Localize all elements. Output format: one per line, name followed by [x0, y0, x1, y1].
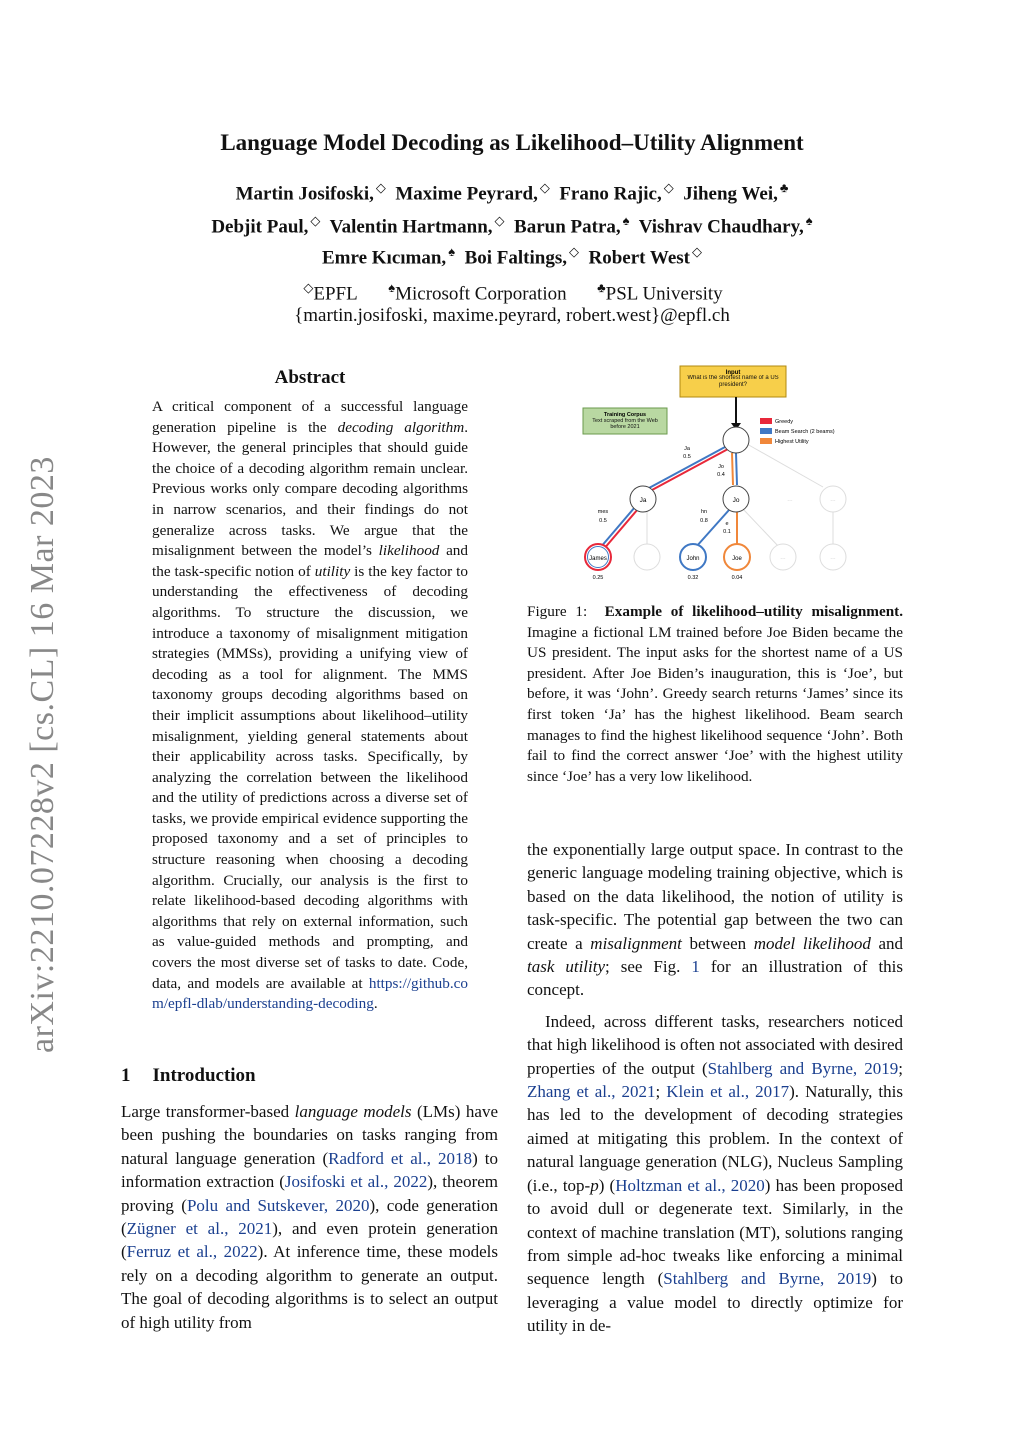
affiliation-mark: ♠ [622, 213, 630, 228]
intro-text: ). At inference time, these models rely on a decoding algorithm to generate an output. The goal of decoding algorithms is to select an output of high utility from [121, 1242, 499, 1332]
abstract-emphasis: utility [314, 562, 351, 580]
author-name: Jiheng Wei, [683, 183, 778, 205]
abstract-text: . However, the general principles that should guide the choice of a decoding algorithm remain unclear. Previous works only compare decoding algorithms in narrow scenarios, and their findings do not generalize across tasks. We argue that the misalignment between the model’s [152, 418, 469, 560]
edge-label-e-token: e [725, 521, 729, 527]
affiliation-microsoft: Microsoft Corporation [395, 283, 567, 305]
introduction-body [121, 1100, 498, 1334]
input-text: What is the shortest name of a US president? [687, 375, 779, 388]
edge-root-jo-utility [732, 453, 733, 485]
legend-swatch-utility [760, 438, 772, 444]
affiliation-mark: ♣ [779, 180, 789, 195]
citation-link[interactable]: Stahlberg and Byrne, 2019 [707, 1058, 899, 1078]
right-column-body [527, 838, 903, 1338]
author-name: Barun Patra, [514, 216, 621, 238]
section-number: 1 [121, 1065, 131, 1086]
affiliation-mark: ◇ [494, 213, 505, 228]
node-joe-label: Joe [732, 556, 742, 562]
affiliation-epfl: EPFL [313, 283, 358, 305]
author-name: Vishrav Chaudhary, [638, 216, 804, 238]
section-title: Introduction [152, 1065, 256, 1086]
body-text: Indeed, across different tasks, researchers noticed that high likelihood is often not associated with desired properties of the output ( [527, 1011, 903, 1078]
edge-ja-james-greedy [603, 509, 638, 550]
section-heading-introduction [121, 1065, 256, 1087]
legend-swatch-greedy [760, 418, 772, 424]
edge-label-hn-prob: 0.8 [700, 518, 708, 524]
input-label: Input [725, 370, 741, 376]
edge-label-hn-token: hn [700, 509, 708, 515]
paper-title: Language Model Decoding as Likelihood–Utility Alignment [220, 130, 804, 155]
affiliation-psl: PSL University [605, 283, 723, 305]
edge-root-ghost [747, 444, 823, 487]
edge-label-e-prob: 0.1 [723, 529, 731, 535]
affiliation-mark: ♣ [597, 280, 606, 295]
node-ghost-2 [634, 544, 660, 570]
affiliation-mark: ◇ [692, 244, 702, 259]
abstract-text: and the task-specific notion of [152, 542, 468, 580]
node-ghost-4-label: ... [830, 554, 836, 561]
caption-text: Imagine a fictional LM trained before Joe Biden became the US president. The input asks for the shortest name of a US president. After Joe Biden’s inauguration, this is ‘Joe’, but before, it was ‘John’. Greedy search returns ‘James’ since its first token ‘Ja’ has the highest likelihood. Beam search manages to find the highest likelihood sequence ‘John’. Both fail to find the correct answer ‘Joe’ with the highest utility since ‘Joe’ has a very low likelihood. [527, 623, 903, 785]
node-ghost-3-label: ... [780, 554, 786, 561]
body-text: the exponentially large output space. In contrast to the generic language modeling training objective, which is based on the data likelihood, the notion of utility is task-specific. The potential gap between the two can create a [527, 840, 903, 953]
author-name: Martin Josifoski, [235, 183, 374, 205]
node-jo-label: Jo [732, 497, 740, 504]
intro-emphasis: language models [294, 1102, 412, 1121]
body-text: ). Naturally, this has led to the development of decoding strategies aimed at mitigating this problem. In the context of natural language generation (NLG), Nucleus Sampling (i.e., top- [527, 1082, 903, 1195]
abstract-body [152, 397, 468, 1015]
emails: {martin.josifoski, maxime.peyrard, robert.west}@epfl.ch [294, 305, 730, 326]
body-text: and [870, 933, 903, 953]
author-name: Frano Rajic, [559, 183, 662, 205]
abstract-text: . [373, 995, 378, 1013]
affiliation-mark: ♠ [448, 244, 456, 259]
paragraph [527, 1010, 903, 1338]
node-ghost-between-label: ... [787, 496, 793, 503]
caption-label: Figure 1: [527, 603, 588, 620]
node-ghost-label: ... [830, 496, 836, 503]
author-line-2 [0, 213, 1024, 238]
body-text: ) to leveraging a value model to directly optimize for utility in de- [527, 1269, 903, 1336]
author-name: Boi Faltings, [464, 247, 567, 269]
input-text-wrap [681, 375, 785, 397]
body-emphasis: task utility [527, 957, 606, 977]
author-name: Debjit Paul, [211, 216, 309, 238]
corpus-label: Training Corpus [603, 412, 647, 418]
citation-link[interactable]: Zhang et al., 2021 [527, 1082, 656, 1102]
author-name: Emre Kıcıman, [322, 247, 447, 269]
paragraph [527, 838, 903, 1002]
abstract-emphasis: likelihood [378, 542, 440, 560]
legend-beam: Beam Search (2 beams) [775, 429, 835, 435]
node-root [723, 427, 749, 453]
citation-link[interactable]: Holtzman et al., 2020 [615, 1175, 765, 1195]
caption-bold: Example of likelihood–utility misalignment. [604, 603, 903, 620]
corpus-text: Text scraped from the Web before 2021 [592, 418, 658, 431]
author-line-3 [0, 244, 1024, 269]
edge-label-mes-token: mes [597, 509, 609, 515]
affiliation-mark: ◇ [375, 180, 386, 195]
affiliation-mark: ◇ [569, 244, 579, 259]
body-emphasis: misalignment [590, 933, 682, 953]
abstract-emphasis: decoding algorithm [337, 418, 465, 436]
affiliation-mark: ◇ [310, 213, 321, 228]
intro-text: Large transformer-based [121, 1102, 295, 1121]
intro-text: (LMs) have been pushing the boundaries on tasks ranging from natural language generation ( [121, 1102, 498, 1168]
figure-1-caption [527, 602, 903, 787]
intro-text: ), theorem proving ( [121, 1172, 498, 1215]
legend-utility: Highest Utility [775, 439, 809, 445]
abstract-text: A critical component of a successful language generation pipeline is the [152, 398, 468, 436]
edge-label-ja-prob: 0.5 [683, 454, 691, 460]
citation-link[interactable]: Radford et al., 2018 [328, 1148, 473, 1168]
score-james: 0.25 [592, 575, 604, 581]
affiliations [0, 280, 1024, 305]
citation-link[interactable]: Josifoski et al., 2022 [284, 1172, 428, 1192]
affiliation-mark: ◇ [303, 280, 314, 295]
citation-link[interactable]: Klein et al., 2017 [666, 1082, 790, 1102]
edge-label-ja-token: Ja [684, 446, 690, 452]
body-emphasis: p [590, 1175, 599, 1195]
body-text: ; see Fig. [605, 957, 692, 977]
figure-reference-link[interactable]: 1 [691, 957, 700, 977]
arxiv-side-stamp: arXiv:2210.07228v2 [cs.CL] 16 Mar 2023 [24, 456, 61, 1053]
body-text: ; [655, 1082, 667, 1102]
corpus-text-wrap [585, 418, 665, 434]
intro-text: ), and even protein generation ( [121, 1219, 498, 1262]
body-emphasis: model likelihood [753, 933, 871, 953]
body-text: ) has been proposed to avoid dull or degenerate text. Similarly, in the context of machine translation (MT), solutions ranging from simple ad-hoc tweaks like enforcing a minimal sequence length ( [527, 1175, 903, 1289]
code-link[interactable]: https://github.com/epfl-dlab/understanding-decoding [152, 974, 468, 1013]
edge-root-jo-beam [736, 453, 737, 485]
node-james-label: James [589, 556, 607, 562]
intro-text: ) to information extraction ( [121, 1148, 499, 1192]
node-john-label: John [686, 556, 700, 562]
edge-label-jo-prob: 0.4 [717, 472, 725, 478]
author-name: Valentin Hartmann, [329, 216, 493, 238]
affiliation-mark: ♠ [805, 213, 813, 228]
author-name: Robert West [588, 247, 690, 269]
body-text: between [681, 933, 754, 953]
edge-label-jo-token: Jo [718, 464, 724, 470]
legend-swatch-beam [760, 428, 772, 434]
edge-label-mes-prob: 0.5 [599, 518, 607, 524]
author-name: Maxime Peyrard, [395, 183, 538, 205]
abstract-text: is the key factor to understanding the effectiveness of decoding algorithms. To structure the discussion, we introduce a taxonomy of misalignment mitigation strategies (MMSs), providing a unifying view of decoding as a tool for alignment. The MMS taxonomy groups decoding algorithms based on their implicit assumptions about likelihood–utility misalignment, yielding general statements about their applicability across tasks. Specifically, by analyzing the correlation between the likelihood and the utility of predictions across a diverse set of tasks, we provide empirical evidence supporting the proposed taxonomy and a set of principles to structure reasoning when choosing a decoding algorithm. Crucially, our analysis is the first to relate likelihood-based decoding algorithms with algorithms that rely on external information, such as value-guided methods and prompting, and covers the most diverse set of tasks to date. Code, data, and models are available at [152, 562, 468, 992]
affiliation-mark: ♠ [388, 280, 396, 295]
author-line-1 [0, 180, 1024, 205]
figure-1-decoding-tree [577, 360, 867, 585]
affiliation-mark: ◇ [663, 180, 674, 195]
body-text: for an illustration of this concept. [527, 957, 904, 1000]
citation-link[interactable]: Zügner et al., 2021 [126, 1219, 273, 1239]
legend-greedy: Greedy [775, 419, 794, 425]
score-joe: 0.04 [731, 575, 743, 581]
edge-jo-ghost [743, 509, 780, 548]
abstract-heading: Abstract [274, 367, 346, 388]
citation-link[interactable]: Ferruz et al., 2022 [126, 1242, 258, 1262]
citation-link[interactable]: Stahlberg and Byrne, 2019 [663, 1269, 872, 1289]
affiliation-mark: ◇ [539, 180, 550, 195]
citation-link[interactable]: Polu and Sutskever, 2020 [186, 1195, 370, 1215]
intro-text: ), code generation ( [121, 1195, 499, 1239]
body-text: ) ( [598, 1175, 616, 1195]
node-ja-label: Ja [639, 497, 647, 504]
score-john: 0.32 [687, 575, 699, 581]
body-text: ; [898, 1058, 904, 1078]
